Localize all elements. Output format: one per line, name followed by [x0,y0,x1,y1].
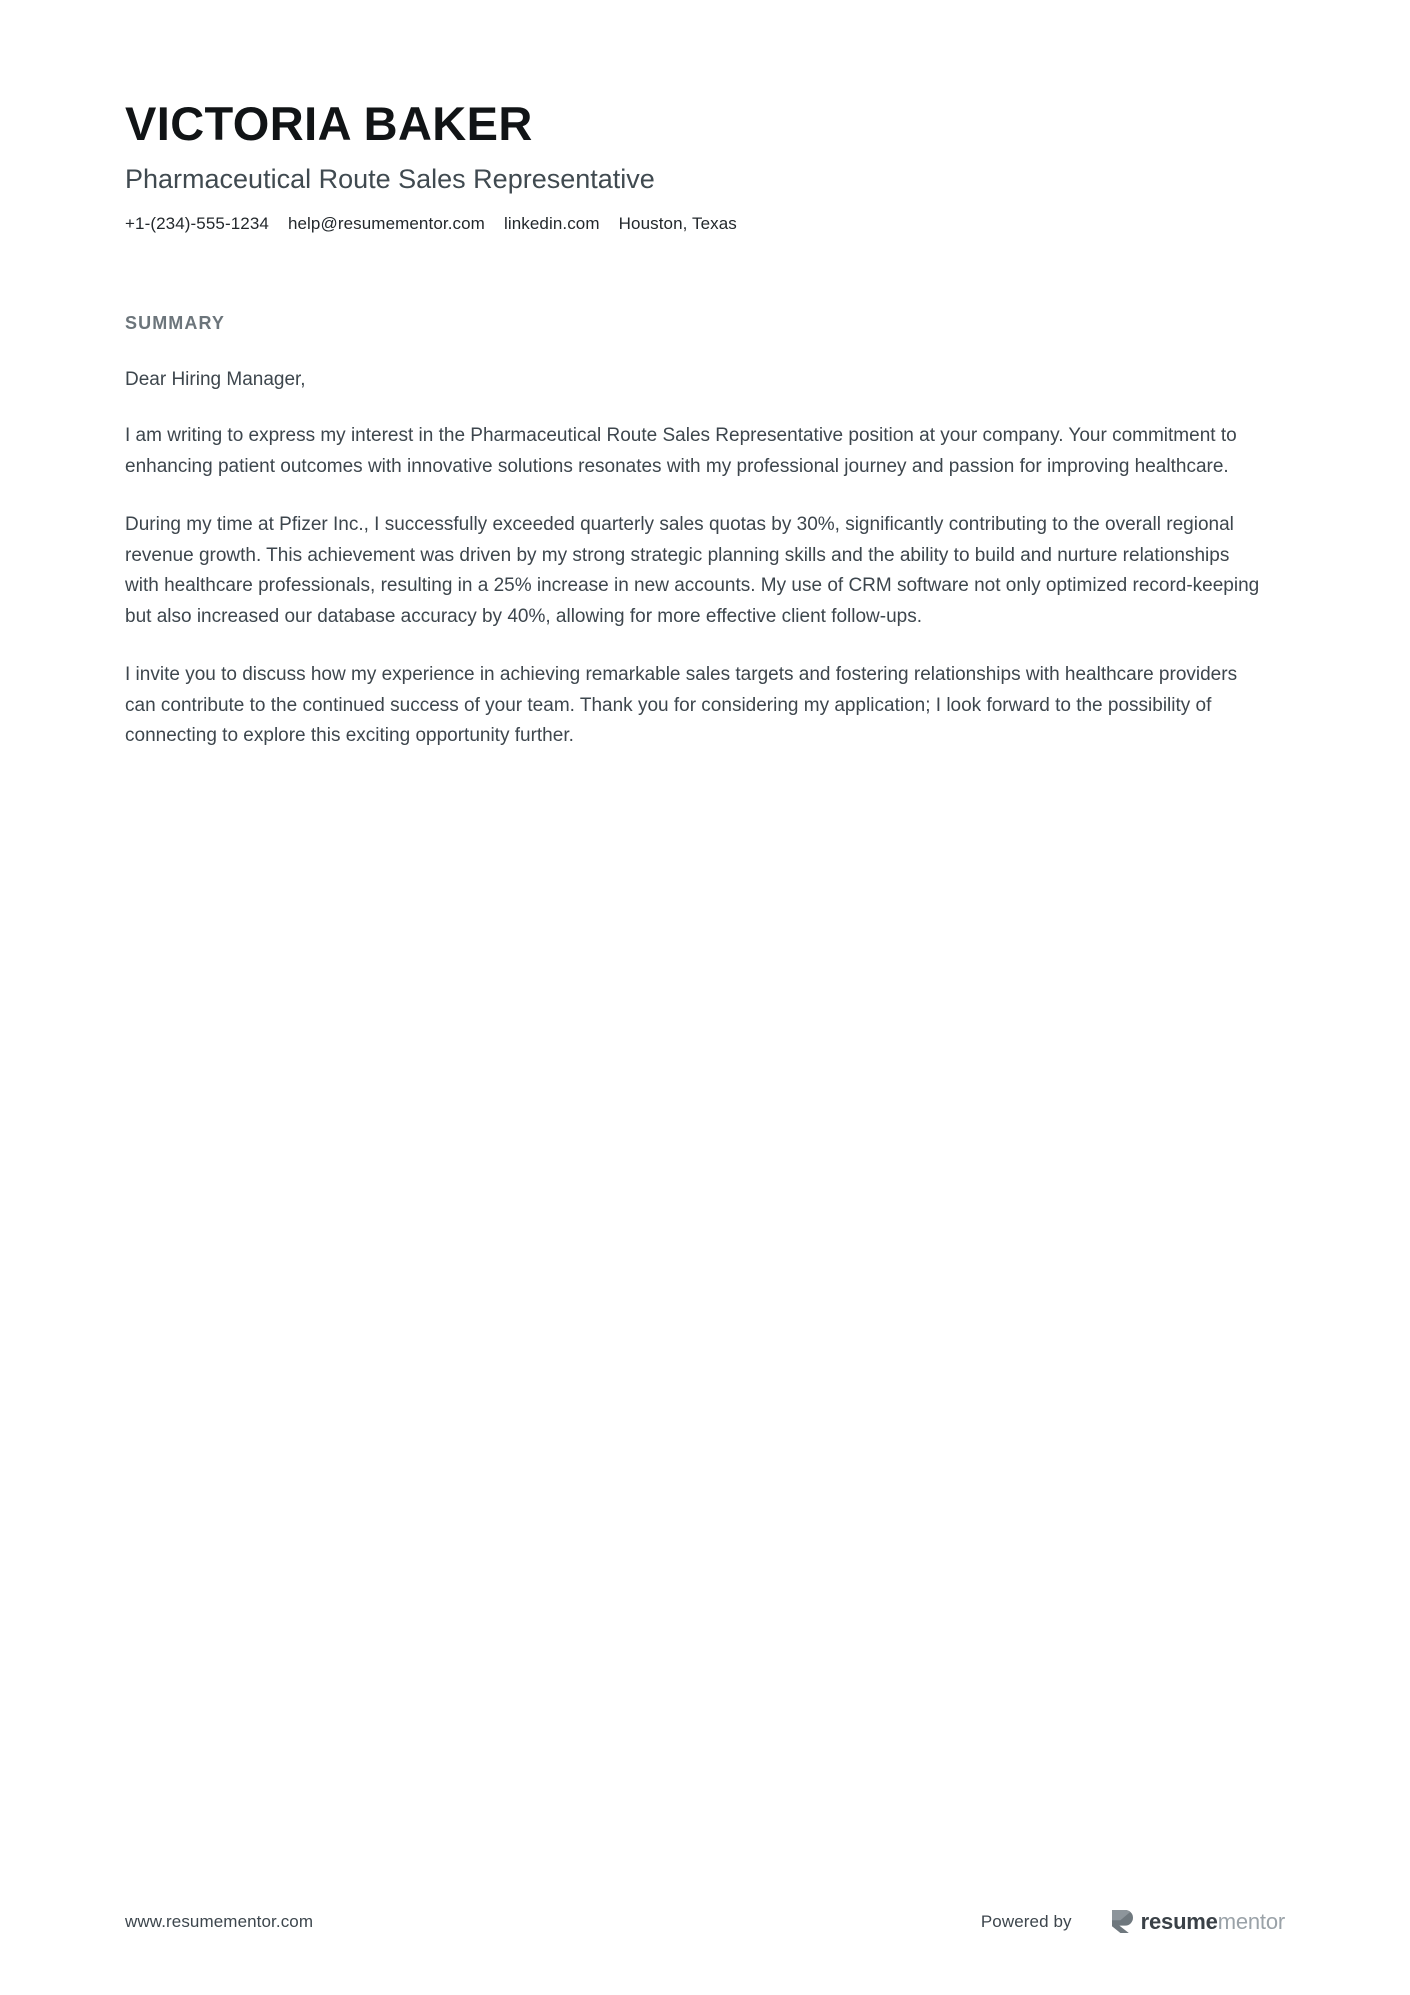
contact-phone: +1-(234)-555-1234 [125,214,269,234]
body-paragraph-3: I invite you to discuss how my experience in achieving remarkable sales targets and fostering relationships with healthcare providers can contribute to the continued success of your team. Thank you for considering my application; I look forward to the possibility of connecting to explore this exciting opportunity further. [125,663,1238,747]
document-footer [125,1910,1285,1933]
summary-section [125,313,1285,752]
contact-line [125,213,1285,235]
brand-word-resume: resume [1140,1908,1218,1934]
contact-location: Houston, Texas [618,214,737,234]
resumementor-logo [1112,1910,1285,1933]
contact-email[interactable]: help@resumementor.com [287,214,485,234]
job-title: Pharmaceutical Route Sales Representative [125,164,655,195]
document-header [125,0,1285,235]
powered-by-label: Powered by [980,1911,1072,1931]
section-heading-summary: SUMMARY [125,313,226,334]
contact-linkedin[interactable]: linkedin.com [503,214,600,234]
footer-website-url[interactable]: www.resumementor.com [125,1911,314,1931]
body-paragraph-1: I am writing to express my interest in the Pharmaceutical Route Sales Representative position at your company. Your commitment to enhancing patient outcomes with innovative solutions resonates with my professional journey and passion for improving healthcare. [125,425,1237,478]
footer-brand-block [981,1910,1285,1933]
salutation: Dear Hiring Manager, [125,368,306,390]
body-paragraph-2: During my time at Pfizer Inc., I successfully exceeded quarterly sales quotas by 30%, significantly contributing to the overall regional revenue growth. This achievement was driven by my strong strategic planning skills and the ability to build and nurture relationships with healthcare professionals, resulting in a 25% increase in new accounts. My use of CRM software not only optimized record-keeping but also increased our database accuracy by 40%, allowing for more effective client follow-ups. [125,513,1260,628]
brand-word-mentor: mentor [1217,1908,1285,1934]
brand-wordmark [1140,1908,1285,1934]
resumementor-logo-icon [1112,1910,1133,1933]
page-title: VICTORIA BAKER [125,97,533,150]
